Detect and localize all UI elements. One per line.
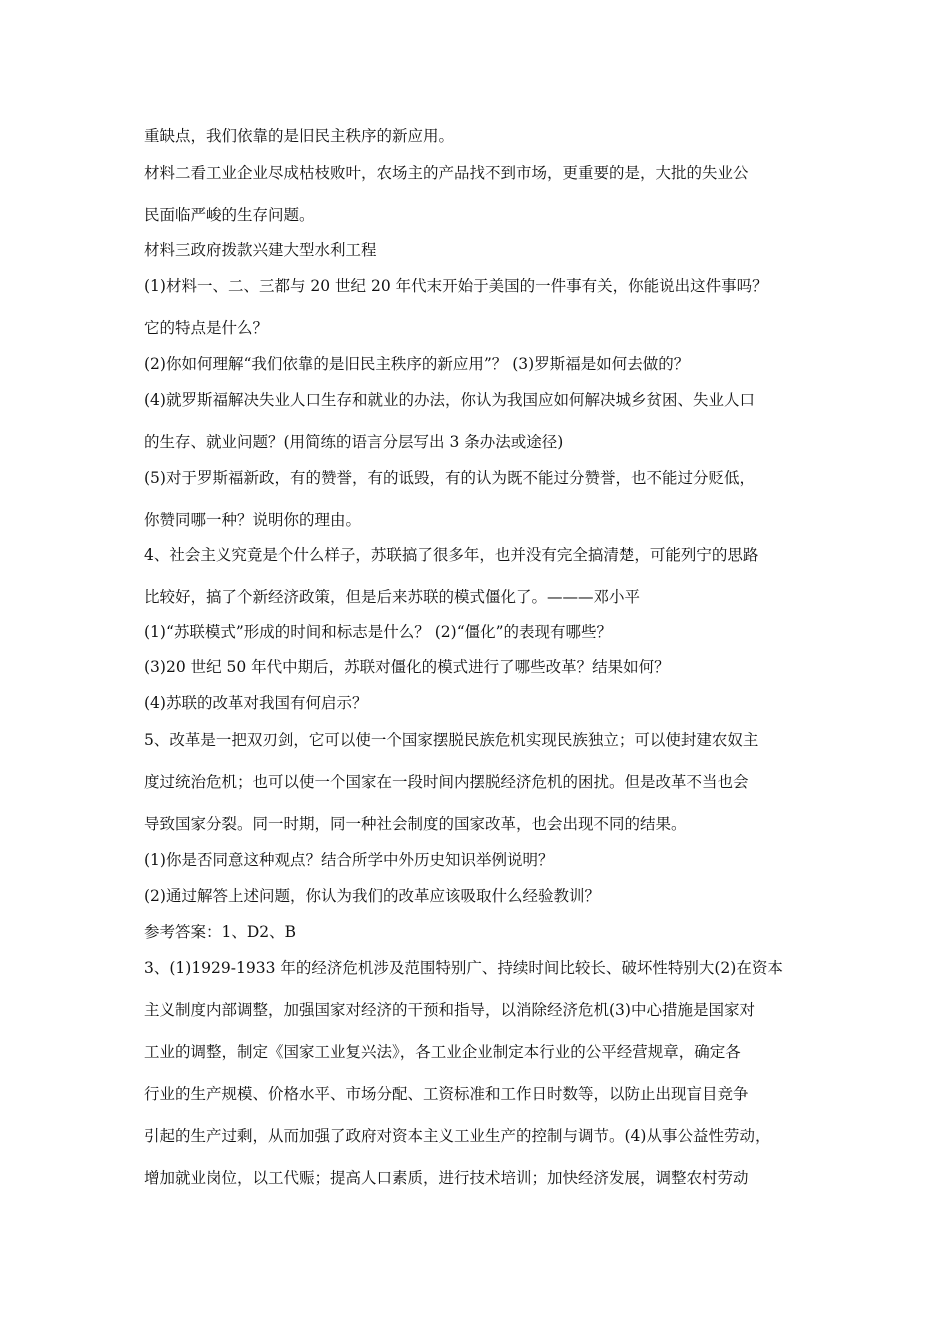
text-line: (3)20 世纪 50 年代中期后，苏联对僵化的模式进行了哪些改革？结果如何？ xyxy=(144,658,670,676)
text-line: 你赞同哪一种？说明你的理由。 xyxy=(144,511,362,529)
text-line: (5)对于罗斯福新政，有的赞誉，有的诋毁，有的认为既不能过分赞誉，也不能过分贬低， xyxy=(144,469,755,487)
text-line: 工业的调整，制定《国家工业复兴法》，各工业企业制定本行业的公平经营规章，确定各 xyxy=(144,1043,741,1061)
text-line: 民面临严峻的生存问题。 xyxy=(144,206,315,224)
text-line: 增加就业岗位，以工代赈；提高人口素质，进行技术培训；加快经济发展，调整农村劳动 xyxy=(144,1169,749,1187)
text-line: (4)就罗斯福解决失业人口生存和就业的办法，你认为我国应如何解决城乡贫困、失业人口 xyxy=(144,391,755,409)
text-line: 重缺点，我们依靠的是旧民主秩序的新应用。 xyxy=(144,127,455,145)
text-line: 4、社会主义究竟是个什么样子，苏联搞了很多年，也并没有完全搞清楚，可能列宁的思路 xyxy=(144,546,759,564)
text-line: 比较好，搞了个新经济政策，但是后来苏联的模式僵化了。———邓小平 xyxy=(144,588,641,606)
text-line: 行业的生产规模、价格水平、市场分配、工资标准和工作日时数等，以防止出现盲目竞争 xyxy=(144,1085,749,1103)
text-line: (4)苏联的改革对我国有何启示？ xyxy=(144,694,368,712)
text-line: 5、改革是一把双刃剑，它可以使一个国家摆脱民族危机实现民族独立；可以使封建农奴主 xyxy=(144,731,759,749)
text-line: (1)你是否同意这种观点？结合所学中外历史知识举例说明？ xyxy=(144,851,554,869)
text-line: 度过统治危机；也可以使一个国家在一段时间内摆脱经济危机的困扰。但是改革不当也会 xyxy=(144,773,749,791)
text-line: 材料二看工业企业尽成枯枝败叶，农场主的产品找不到市场，更重要的是，大批的失业公 xyxy=(144,164,749,182)
text-line: (2)你如何理解“我们依靠的是旧民主秩序的新应用”？ (3)罗斯福是如何去做的？ xyxy=(144,355,690,373)
text-line: 导致国家分裂。同一时期，同一种社会制度的国家改革，也会出现不同的结果。 xyxy=(144,815,687,833)
text-line: 参考答案：1、D2、B xyxy=(144,923,297,941)
text-line: (1)材料一、二、三都与 20 世纪 20 年代末开始于美国的一件事有关，你能说出这件事吗？ xyxy=(144,277,768,295)
text-line: 主义制度内部调整，加强国家对经济的干预和指导，以消除经济危机(3)中心措施是国家对 xyxy=(144,1001,755,1019)
text-line: 的生存、就业问题？(用简练的语言分层写出 3 条办法或途径) xyxy=(144,433,564,451)
text-line: 引起的生产过剩，从而加强了政府对资本主义工业生产的控制与调节。(4)从事公益性劳动， xyxy=(144,1127,771,1145)
text-line: (2)通过解答上述问题，你认为我们的改革应该吸取什么经验教训？ xyxy=(144,887,600,905)
text-line: (1)“苏联模式”形成的时间和标志是什么？ (2)“僵化”的表现有哪些？ xyxy=(144,623,613,641)
text-line: 材料三政府拨款兴建大型水利工程 xyxy=(144,241,377,259)
text-line: 3、(1)1929-1933 年的经济危机涉及范围特别广、持续时间比较长、破坏性特别大(2)在资本 xyxy=(144,959,783,977)
text-line: 它的特点是什么？ xyxy=(144,319,269,337)
